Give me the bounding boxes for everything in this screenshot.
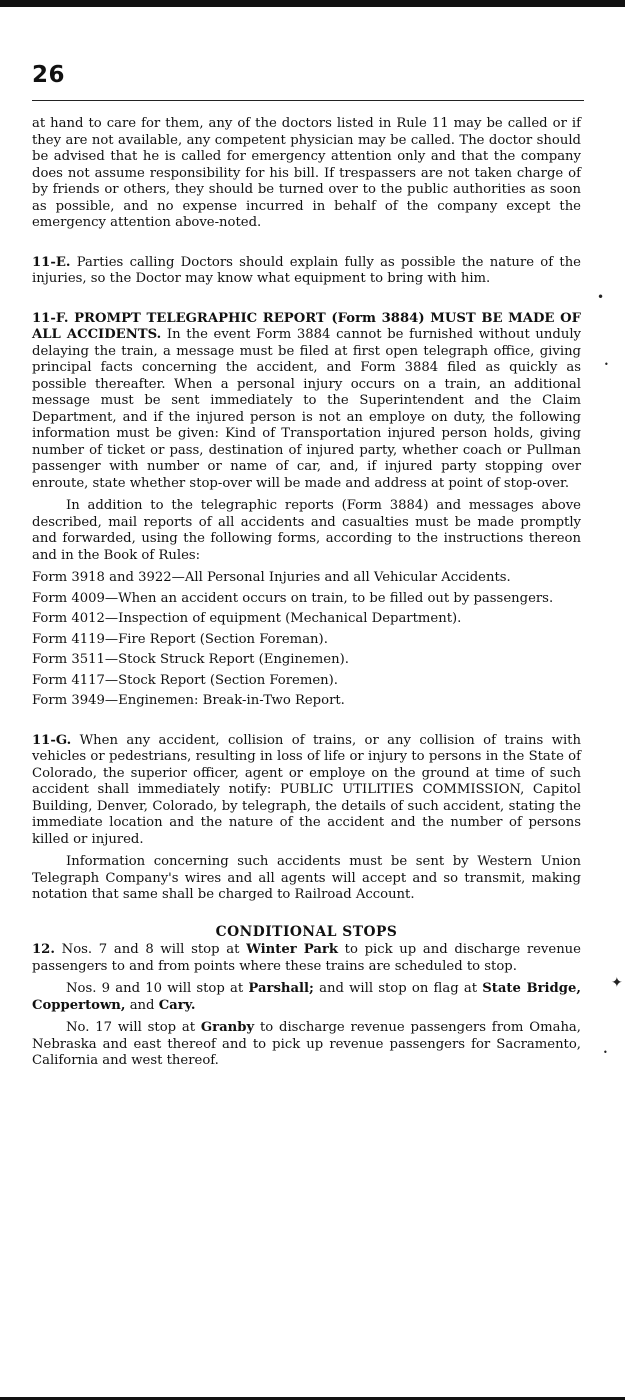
top-border [0, 0, 625, 7]
margin-mark-icon: • [597, 290, 605, 304]
rule-11e-text: Parties calling Doctors should explain fully as possible the nature of the injuries, so the Doctor may know what equipment to bring with him. [32, 254, 581, 286]
margin-mark-icon: • [604, 360, 609, 369]
rule-11f-label: 11-F. PROMPT TELEGRAPHIC REPORT (Form 3884) MUST BE MADE OF ALL ACCIDENTS. [32, 310, 581, 342]
text-segment: No. 17 will stop at [66, 1020, 201, 1035]
rule-12-granby [32, 1020, 581, 1070]
rule-11f-text: In the event Form 3884 cannot be furnished without unduly delaying the train, a message must be filed at first open telegraph office, giving principal facts concerning the accident, and Form 3884 filed as quickly as possible thereafter. When a personal injury occurs on a train, an additional message must be sent immediately to the Superintendent and the Claim Department, and if the injured person is not an employe on duty, the following information must be given: Kind of Transportation injured person holds, giving number of ticket or pass, destination of injured party, whether coach or Pullman passenger with number or name of car, and, if injured party stopping over enroute, state whether stop-over will be made and address at point of stop-over. [32, 327, 581, 491]
rule-11f [32, 311, 581, 493]
form-item: Form 4012—Inspection of equipment (Mechanical Department). [32, 611, 462, 626]
margin-mark-icon: ✦ [611, 975, 623, 991]
station-winter-park: Winter Park [246, 942, 338, 957]
rule-12-label: 12. [32, 942, 55, 957]
page-body [32, 116, 581, 1070]
station-state-bridge-coppertown: State Bridge, Coppertown, [32, 981, 581, 1013]
paragraph-continuation: at hand to care for them, any of the doctors listed in Rule 11 may be called or if they are not available, any competent physician may be called. The doctor should be advised that he is called for emergency attention only and that the company does not assume responsibility for his bill. If trespassers are not taken charge of by friends or others, they should be turned over to the public authorities as soon as possible, and no expense incurred in behalf of the company except the emergency attention above-noted. [32, 116, 581, 230]
rule-11e [32, 255, 581, 288]
forms-list [32, 570, 581, 710]
header-rule [32, 100, 584, 101]
rule-12-text-c: to pick up and discharge revenue passengers to and from points where these trains are scheduled to stop. [32, 942, 581, 974]
station-parshall: Parshall; [248, 981, 314, 996]
text-segment: Nos. 9 and 10 will stop at [66, 981, 249, 996]
form-item: Form 4009—When an accident occurs on train, to be filled out by passengers. [32, 590, 554, 606]
station-granby: Granby [200, 1020, 255, 1035]
form-item: Form 3918 and 3922—All Personal Injuries and all Vehicular Accidents. [32, 570, 511, 585]
rule-12 [32, 942, 581, 975]
rule-12-parshall [32, 981, 581, 1014]
form-item: Form 3949—Enginemen: Break-in-Two Report. [32, 693, 345, 708]
form-item: Form 3511—Stock Struck Report (Enginemen). [32, 652, 349, 667]
text-segment: to discharge revenue passengers from Omaha, Nebraska and east thereof and to pick up revenue passengers for Sacramento, California and west thereof. [32, 1020, 581, 1068]
rule-11g-label: 11-G. [32, 732, 72, 748]
rule-11g-text: When any accident, collision of trains, or any collision of trains with vehicles or pedestrians, resulting in loss of life or injury to persons in the State of Colorado, the superior officer, agent or employe on the ground at time of such accident shall immediately notify: PUBLIC UTILITIES COMMISSION, Capitol Building, Denver, Colorado, by telegraph, the details of such accident, stating the immediate location and the nature of the accident and the number of persons killed or injured. [32, 732, 581, 847]
rule-11f-additional: In addition to the telegraphic reports (Form 3884) and messages above described, mail reports of all accidents and casualties must be made promptly and forwarded, using the following forms, according to the instructions thereon and in the Book of Rules: [32, 498, 581, 563]
form-item: Form 4117—Stock Report (Section Foremen). [32, 672, 338, 688]
form-item: Form 4119—Fire Report (Section Foreman). [32, 631, 328, 647]
section-heading: CONDITIONAL STOPS [215, 923, 398, 940]
rule-11g-additional: Information concerning such accidents must be sent by Western Union Telegraph Company's wires and all agents will accept and so transmit, making notation that same shall be charged to Railroad Account. [32, 854, 581, 902]
rule-11g [32, 733, 581, 849]
rule-12-text-a: Nos. 7 and 8 will stop at [61, 942, 247, 957]
station-cary: Cary. [158, 997, 196, 1013]
margin-mark-icon: • [603, 1048, 608, 1057]
rule-11e-label: 11-E. [32, 254, 71, 270]
text-segment: and will stop on flag at [313, 981, 483, 996]
page-number: 26 [32, 62, 66, 88]
text-segment: and [125, 997, 159, 1013]
